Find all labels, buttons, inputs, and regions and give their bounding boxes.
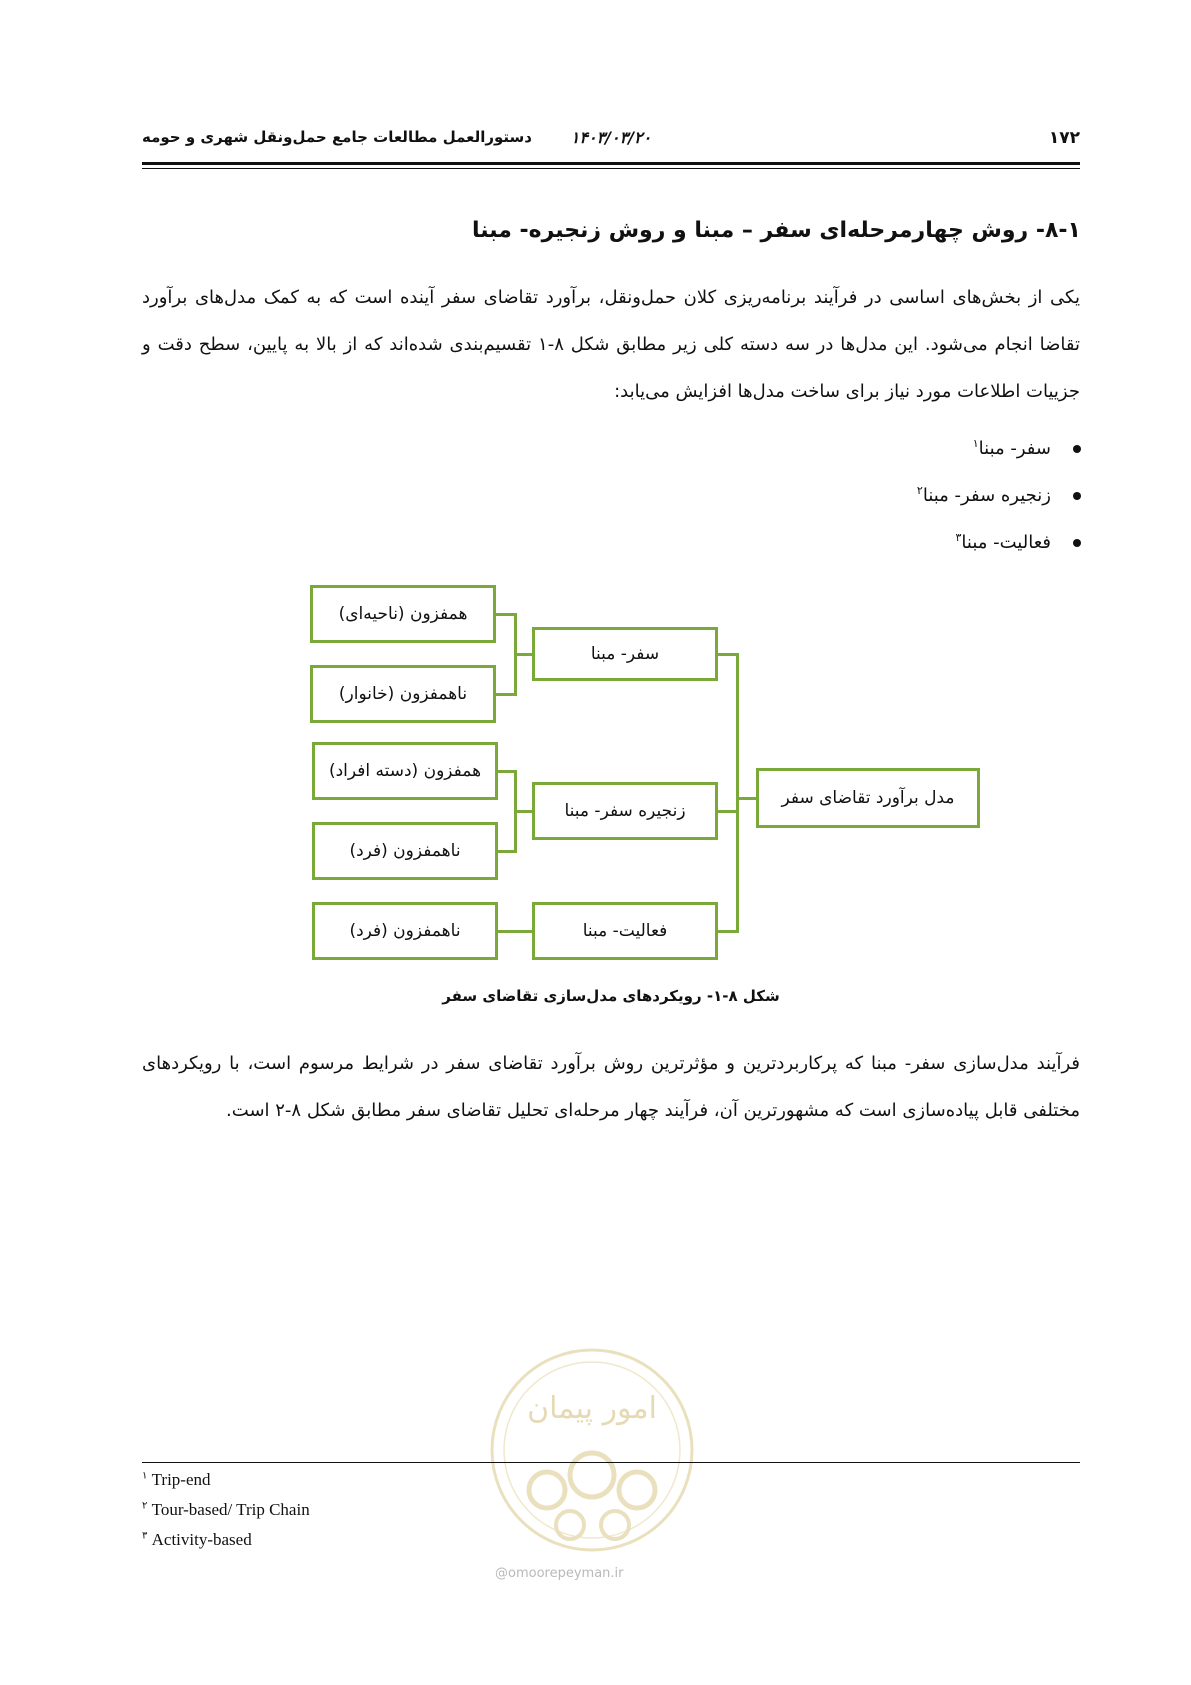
page-number: ۱۷۲ — [1048, 128, 1080, 148]
bullet-item — [481, 514, 1081, 561]
footnote-number: ۳ — [142, 1530, 148, 1542]
bullet-item — [481, 467, 1081, 514]
diagram-mid-node: سفر- مبنا — [532, 627, 718, 681]
diagram-leaf: ناهمفزون (فرد) — [312, 902, 498, 960]
connector-line — [718, 810, 738, 813]
document-title: دستورالعمل مطالعات جامع حمل‌ونقل شهری و حومه — [142, 128, 532, 146]
footnote-ref: ۲ — [916, 484, 923, 497]
connector-line — [496, 613, 516, 616]
footnote-ref: ۳ — [955, 531, 962, 544]
section-heading: ۸-۱- روش چهارمرحله‌ای سفر – مبنا و روش زنجیره- مبنا — [471, 218, 1081, 243]
bullet-item — [481, 420, 1081, 467]
footnote-number: ۱ — [142, 1470, 148, 1482]
diagram-leaf: همفزون (ناحیه‌ای) — [310, 585, 496, 643]
connector-line — [718, 653, 738, 656]
diagram-mid-node: فعالیت- مبنا — [532, 902, 718, 960]
connector-line — [736, 797, 756, 800]
paragraph-body: فرآیند مدل‌سازی سفر- مبنا که پرکاربردترین و مؤثرترین روش برآورد تقاضای سفر در شرایط مرسوم است، با رویکردهای مختلفی قابل پیاده‌سازی است که مشهورترین آن، فرآیند چهار مرحله‌ای تحلیل تقاضای سفر مطابق شکل ۸-۲ است. — [142, 1053, 1080, 1121]
watermark-url: @omoorepeyman.ir — [495, 1566, 624, 1581]
connector-line — [736, 653, 739, 933]
connector-line — [496, 693, 516, 696]
diagram-mid-node: زنجیره سفر- مبنا — [532, 782, 718, 840]
bullet-dot-icon — [1073, 445, 1081, 453]
paragraph-intro: یکی از بخش‌های اساسی در فرآیند برنامه‌ریزی کلان حمل‌ونقل، برآورد تقاضای سفر آینده است که به کمک مدل‌های برآورد تقاضا انجام می‌شود. این مدل‌ها در سه دسته کلی زیر مطابق شکل ۸-۱ تقسیم‌بندی شده‌اند که از بالا به پایین، سطح دقت و جزییات اطلاعات مورد نیاز برای ساخت مدل‌ها افزایش می‌یابد: — [142, 287, 1081, 402]
footnote-text: Activity-based — [151, 1530, 252, 1549]
header-rule-thick — [142, 162, 1080, 165]
connector-line — [498, 930, 532, 933]
bullet-dot-icon — [1073, 539, 1081, 547]
bullet-text: زنجیره سفر- مبنا — [922, 485, 1051, 506]
header-rule-thin — [142, 168, 1080, 169]
footnote-ref: ۱ — [972, 437, 979, 450]
watermark-logo-text: امور پیمان — [527, 1391, 657, 1426]
page-header — [142, 128, 1080, 164]
diagram-root-node: مدل برآورد تقاضای سفر — [756, 768, 980, 828]
footnote-text: Trip-end — [151, 1470, 211, 1489]
footnote-number: ۲ — [142, 1500, 148, 1512]
figure-caption: شکل ۸-۱- رویکردهای مدل‌سازی تقاضای سفر — [442, 987, 780, 1005]
footnote — [142, 1530, 252, 1550]
bullet-text: فعالیت- مبنا — [961, 532, 1051, 553]
diagram-leaf: ناهمفزون (فرد) — [312, 822, 498, 880]
footnote-text: Tour-based/ Trip Chain — [151, 1500, 310, 1519]
bullet-dot-icon — [1073, 492, 1081, 500]
header-date: ۱۴۰۳/۰۳/۲۰ — [570, 128, 652, 147]
footnote — [142, 1500, 310, 1520]
diagram-leaf: ناهمفزون (خانوار) — [310, 665, 496, 723]
connector-line — [514, 653, 532, 656]
bullet-text: سفر- مبنا — [978, 438, 1051, 459]
approach-diagram — [300, 585, 980, 965]
bullet-list — [481, 420, 1081, 561]
connector-line — [514, 810, 532, 813]
watermark-logo-icon — [485, 1340, 700, 1580]
footnote — [142, 1470, 211, 1490]
diagram-leaf: همفزون (دسته افراد) — [312, 742, 498, 800]
footnote-separator — [142, 1462, 1080, 1463]
connector-line — [718, 930, 738, 933]
